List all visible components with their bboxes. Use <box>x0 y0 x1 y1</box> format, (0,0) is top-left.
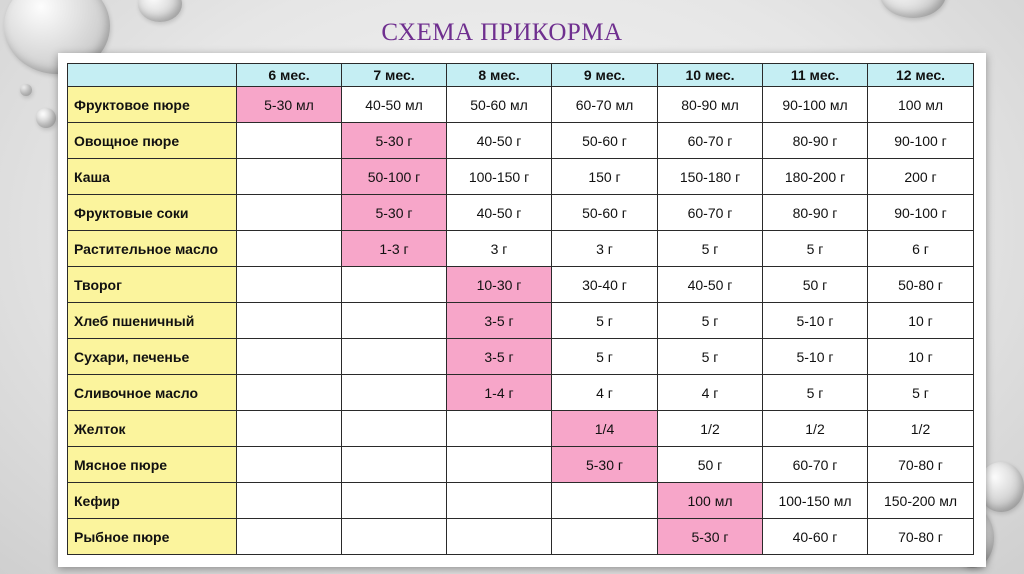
intro-amount-cell: 1-3 г <box>342 231 447 267</box>
amount-cell: 70-80 г <box>868 447 974 483</box>
amount-cell <box>342 519 447 555</box>
amount-cell: 100 мл <box>868 87 974 123</box>
amount-cell <box>237 123 342 159</box>
amount-cell <box>237 303 342 339</box>
amount-cell <box>342 339 447 375</box>
amount-cell: 40-50 г <box>658 267 763 303</box>
intro-amount-cell: 1/4 <box>552 411 658 447</box>
amount-cell: 10 г <box>868 303 974 339</box>
decor-bubble-top-right <box>880 0 946 18</box>
amount-cell: 40-50 мл <box>342 87 447 123</box>
amount-cell: 60-70 г <box>763 447 868 483</box>
food-name-cell: Фруктовые соки <box>68 195 237 231</box>
amount-cell: 50 г <box>658 447 763 483</box>
intro-amount-cell: 5-30 мл <box>237 87 342 123</box>
food-name-cell: Рыбное пюре <box>68 519 237 555</box>
decor-bubble-small <box>20 84 32 96</box>
amount-cell: 90-100 г <box>868 195 974 231</box>
amount-cell: 6 г <box>868 231 974 267</box>
amount-cell <box>552 519 658 555</box>
amount-cell: 150-180 г <box>658 159 763 195</box>
table-row <box>68 195 974 231</box>
amount-cell <box>237 375 342 411</box>
table-row <box>68 303 974 339</box>
month-header: 11 мес. <box>763 64 868 87</box>
amount-cell <box>237 483 342 519</box>
amount-cell <box>447 447 552 483</box>
amount-cell <box>237 231 342 267</box>
intro-amount-cell: 5-30 г <box>552 447 658 483</box>
table-row <box>68 411 974 447</box>
amount-cell: 5-10 г <box>763 339 868 375</box>
amount-cell <box>447 411 552 447</box>
table-row <box>68 447 974 483</box>
amount-cell: 200 г <box>868 159 974 195</box>
amount-cell <box>237 195 342 231</box>
amount-cell: 60-70 г <box>658 195 763 231</box>
food-name-cell: Сухари, печенье <box>68 339 237 375</box>
month-header: 6 мес. <box>237 64 342 87</box>
intro-amount-cell: 3-5 г <box>447 339 552 375</box>
month-header: 10 мес. <box>658 64 763 87</box>
amount-cell: 100-150 г <box>447 159 552 195</box>
intro-amount-cell: 100 мл <box>658 483 763 519</box>
intro-amount-cell: 5-30 г <box>342 195 447 231</box>
amount-cell: 50 г <box>763 267 868 303</box>
header-corner-cell <box>68 64 237 87</box>
table-row <box>68 123 974 159</box>
amount-cell <box>237 267 342 303</box>
amount-cell: 1/2 <box>658 411 763 447</box>
amount-cell: 5 г <box>552 303 658 339</box>
food-name-cell: Овощное пюре <box>68 123 237 159</box>
amount-cell: 80-90 г <box>763 123 868 159</box>
amount-cell: 40-60 г <box>763 519 868 555</box>
amount-cell: 3 г <box>447 231 552 267</box>
food-name-cell: Творог <box>68 267 237 303</box>
page-title: СХЕМА ПРИКОРМА <box>381 19 623 46</box>
amount-cell: 4 г <box>552 375 658 411</box>
amount-cell: 5 г <box>868 375 974 411</box>
food-name-cell: Каша <box>68 159 237 195</box>
table-row <box>68 159 974 195</box>
amount-cell: 1/2 <box>868 411 974 447</box>
food-name-cell: Мясное пюре <box>68 447 237 483</box>
amount-cell <box>342 375 447 411</box>
amount-cell: 70-80 г <box>868 519 974 555</box>
intro-amount-cell: 5-30 г <box>658 519 763 555</box>
amount-cell <box>237 447 342 483</box>
month-header: 8 мес. <box>447 64 552 87</box>
amount-cell: 40-50 г <box>447 195 552 231</box>
food-name-cell: Растительное масло <box>68 231 237 267</box>
feeding-schedule-table <box>67 63 974 555</box>
amount-cell: 40-50 г <box>447 123 552 159</box>
amount-cell: 5 г <box>763 375 868 411</box>
amount-cell <box>552 483 658 519</box>
amount-cell: 1/2 <box>763 411 868 447</box>
amount-cell: 5 г <box>658 339 763 375</box>
intro-amount-cell: 3-5 г <box>447 303 552 339</box>
table-row <box>68 339 974 375</box>
amount-cell: 5 г <box>658 303 763 339</box>
month-header: 7 мес. <box>342 64 447 87</box>
amount-cell <box>342 303 447 339</box>
table-row <box>68 519 974 555</box>
amount-cell <box>342 447 447 483</box>
food-name-cell: Кефир <box>68 483 237 519</box>
food-name-cell: Желток <box>68 411 237 447</box>
amount-cell <box>342 267 447 303</box>
food-name-cell: Сливочное масло <box>68 375 237 411</box>
amount-cell <box>447 483 552 519</box>
food-name-cell: Фруктовое пюре <box>68 87 237 123</box>
intro-amount-cell: 10-30 г <box>447 267 552 303</box>
food-name-cell: Хлеб пшеничный <box>68 303 237 339</box>
table-header-row <box>68 64 974 87</box>
decor-bubble-small <box>36 108 56 128</box>
intro-amount-cell: 1-4 г <box>447 375 552 411</box>
month-header: 9 мес. <box>552 64 658 87</box>
intro-amount-cell: 5-30 г <box>342 123 447 159</box>
amount-cell: 5 г <box>763 231 868 267</box>
amount-cell <box>237 411 342 447</box>
amount-cell: 5 г <box>658 231 763 267</box>
table-row <box>68 231 974 267</box>
table-row <box>68 87 974 123</box>
amount-cell <box>237 159 342 195</box>
amount-cell: 5 г <box>552 339 658 375</box>
amount-cell: 50-80 г <box>868 267 974 303</box>
amount-cell: 50-60 мл <box>447 87 552 123</box>
amount-cell: 50-60 г <box>552 195 658 231</box>
amount-cell: 80-90 г <box>763 195 868 231</box>
amount-cell: 5-10 г <box>763 303 868 339</box>
amount-cell: 30-40 г <box>552 267 658 303</box>
table-row <box>68 267 974 303</box>
amount-cell <box>237 519 342 555</box>
amount-cell: 150 г <box>552 159 658 195</box>
amount-cell: 60-70 г <box>658 123 763 159</box>
table-row <box>68 375 974 411</box>
amount-cell: 90-100 г <box>868 123 974 159</box>
amount-cell: 100-150 мл <box>763 483 868 519</box>
month-header: 12 мес. <box>868 64 974 87</box>
amount-cell: 80-90 мл <box>658 87 763 123</box>
amount-cell: 90-100 мл <box>763 87 868 123</box>
amount-cell <box>342 483 447 519</box>
amount-cell <box>342 411 447 447</box>
amount-cell <box>447 519 552 555</box>
intro-amount-cell: 50-100 г <box>342 159 447 195</box>
table-row <box>68 483 974 519</box>
amount-cell: 180-200 г <box>763 159 868 195</box>
amount-cell: 4 г <box>658 375 763 411</box>
amount-cell: 150-200 мл <box>868 483 974 519</box>
amount-cell: 3 г <box>552 231 658 267</box>
amount-cell: 10 г <box>868 339 974 375</box>
amount-cell: 50-60 г <box>552 123 658 159</box>
amount-cell: 60-70 мл <box>552 87 658 123</box>
amount-cell <box>237 339 342 375</box>
